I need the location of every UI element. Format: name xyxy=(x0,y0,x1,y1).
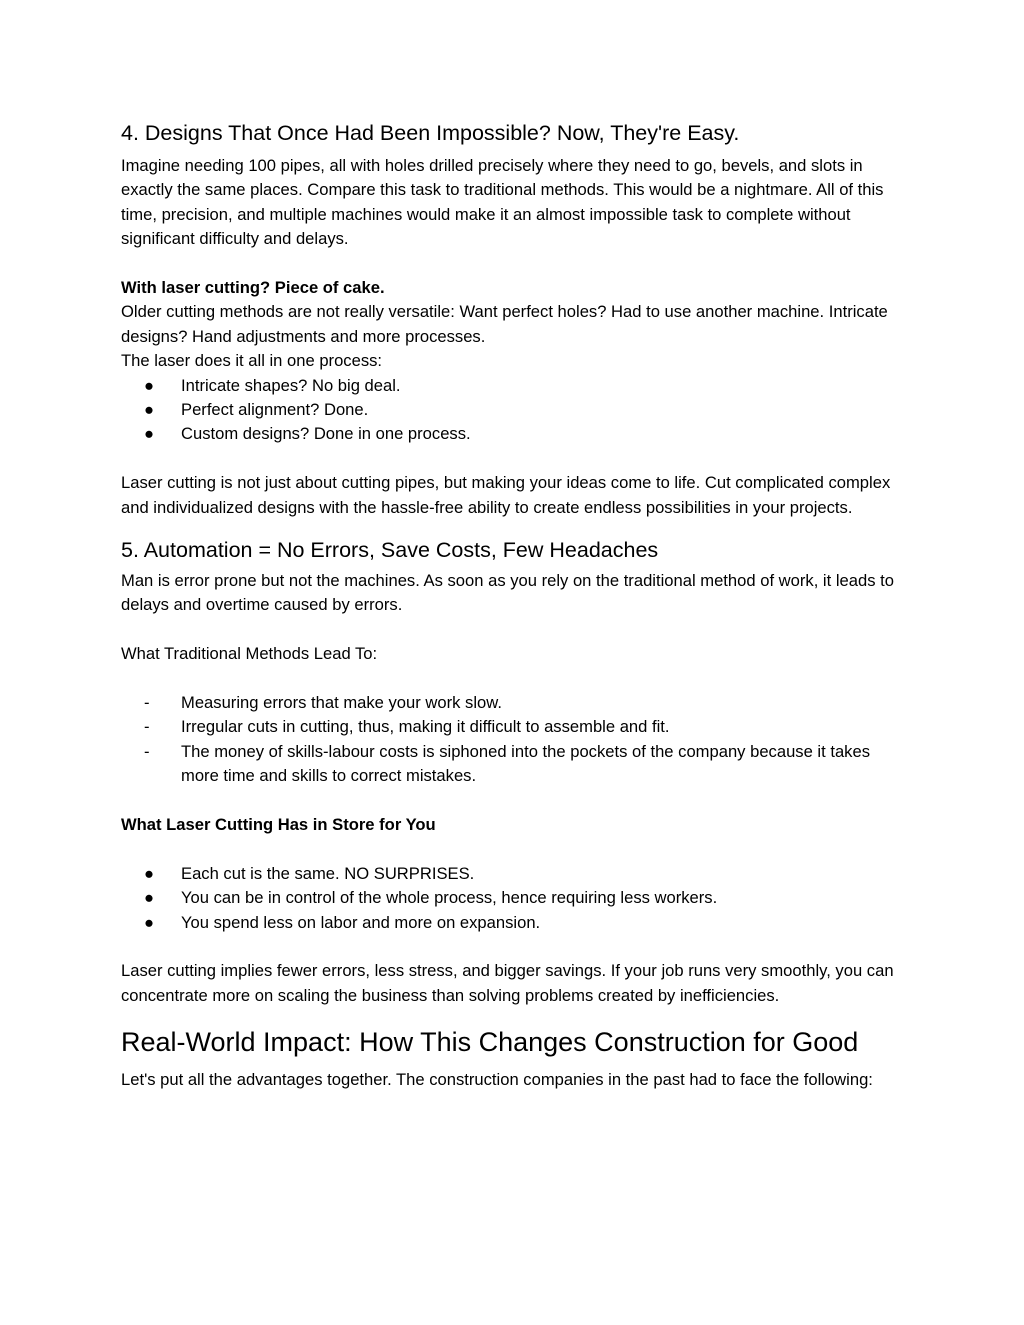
list-item: ● Perfect alignment? Done. xyxy=(121,398,911,422)
section-4-bullet-list xyxy=(121,374,911,447)
bullet-icon: ● xyxy=(144,375,155,395)
dash-icon: - xyxy=(144,693,150,713)
section-5-closing: Laser cutting implies fewer errors, less stress, and bigger savings. If your job runs very smoothly, you can concentrate more on scaling the business than solving problems created by inefficiencies. xyxy=(121,961,894,1005)
impact-intro: Let's put all the advantages together. The construction companies in the past had to face the following: xyxy=(121,1070,873,1090)
section-5-bold-title: What Laser Cutting Has in Store for You xyxy=(121,815,436,835)
section-4-line-2: The laser does it all in one process: xyxy=(121,351,383,371)
section-4-intro: Imagine needing 100 pipes, all with holes drilled precisely where they need to go, bevels, and slots in exactly the same places. Compare this task to traditional methods. This would be a nightmare. All of this time, precision, and multiple machines would make it an almost impossible task to complete without significant difficulty and delays. xyxy=(121,156,884,249)
bullet-icon: ● xyxy=(144,424,155,444)
section-5-heading: 5. Automation = No Errors, Save Costs, Few Headaches xyxy=(121,538,659,563)
bullet-icon: ● xyxy=(144,888,155,908)
section-5-bullet-list xyxy=(121,862,911,935)
dash-icon: - xyxy=(144,741,150,761)
bullet-icon: ● xyxy=(144,400,155,420)
list-item: - Measuring errors that make your work slow. xyxy=(121,691,911,715)
bullet-icon: ● xyxy=(144,912,155,932)
section-5-dash-list xyxy=(121,691,911,789)
bullet-icon: ● xyxy=(144,863,155,883)
section-4-closing: Laser cutting is not just about cutting pipes, but making your ideas come to life. Cut complicated complex and individualized designs with the hassle-free ability to create endless possibilities in your projects. xyxy=(121,473,891,517)
list-item: - The money of skills-labour costs is siphoned into the pockets of the company because it takes more time and skills to correct mistakes. xyxy=(144,741,871,786)
dash-icon: - xyxy=(144,717,150,737)
list-item: ● Custom designs? Done in one process. xyxy=(121,422,911,446)
document-page xyxy=(121,117,911,1093)
section-4-bold-line: With laser cutting? Piece of cake. xyxy=(121,278,385,298)
list-item: ● You spend less on labor and more on expansion. xyxy=(121,911,911,935)
impact-heading: Real-World Impact: How This Changes Construction for Good xyxy=(121,1027,859,1058)
list-item: ● Each cut is the same. NO SURPRISES. xyxy=(121,862,911,886)
list-item: ● You can be in control of the whole process, hence requiring less workers. xyxy=(121,886,911,910)
list-item: - Irregular cuts in cutting, thus, making it difficult to assemble and fit. xyxy=(121,715,911,739)
section-5-intro: Man is error prone but not the machines. As soon as you rely on the traditional method of work, it leads to delays and overtime caused by errors. xyxy=(121,571,894,615)
section-4-heading: 4. Designs That Once Had Been Impossible? Now, They're Easy. xyxy=(121,121,740,145)
list-item: ● Intricate shapes? No big deal. xyxy=(121,374,911,398)
section-4-line-1: Older cutting methods are not really versatile: Want perfect holes? Had to use another machine. Intricate designs? Hand adjustments and more processes. xyxy=(121,302,888,346)
section-5-list-title: What Traditional Methods Lead To: xyxy=(121,644,378,664)
